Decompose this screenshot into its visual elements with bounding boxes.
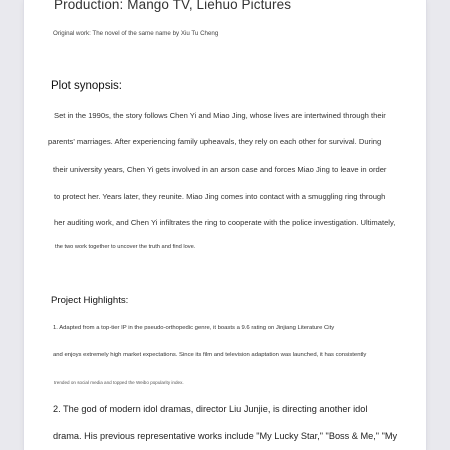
plot-line: their university years, Chen Yi gets involved in an arson case and forces Miao Jing to leave in order <box>53 165 387 174</box>
plot-heading: Plot synopsis: <box>51 80 122 92</box>
plot-line: the two work together to uncover the truth and find love. <box>55 244 196 250</box>
original-work-line: Original work: The novel of the same name by Xiu Tu Cheng <box>53 30 219 37</box>
highlights-heading: Project Highlights: <box>51 295 129 306</box>
plot-line: to protect her. Years later, they reunite. Miao Jing comes into contact with a smuggling ring through <box>54 192 386 201</box>
highlight-line: trended on social media and topped the Weibo popularity index. <box>54 380 184 385</box>
document-page <box>24 0 426 450</box>
highlight-line: and enjoys extremely high market expectations. Since its film and television adaptation was launched, it has consistently <box>53 352 367 358</box>
highlight-line: drama. His previous representative works include "My Lucky Star," "Boss & Me," "My <box>53 431 398 441</box>
plot-line: Set in the 1990s, the story follows Chen Yi and Miao Jing, whose lives are intertwined through their <box>54 111 386 120</box>
highlight-line: 1. Adapted from a top-tier IP in the pseudo-orthopedic genre, it boasts a 9.6 rating on Jinjiang Literature City <box>53 325 335 331</box>
production-line: Production: Mango TV, Liehuo Pictures <box>54 0 292 12</box>
highlight-line: 2. The god of modern idol dramas, director Liu Junjie, is directing another idol <box>53 404 368 414</box>
plot-line: parents' marriages. After experiencing family upheavals, they rely on each other for survival. During <box>48 137 382 146</box>
plot-line: her auditing work, and Chen Yi infiltrates the ring to cooperate with the police investigation. Ultimately, <box>54 218 396 227</box>
